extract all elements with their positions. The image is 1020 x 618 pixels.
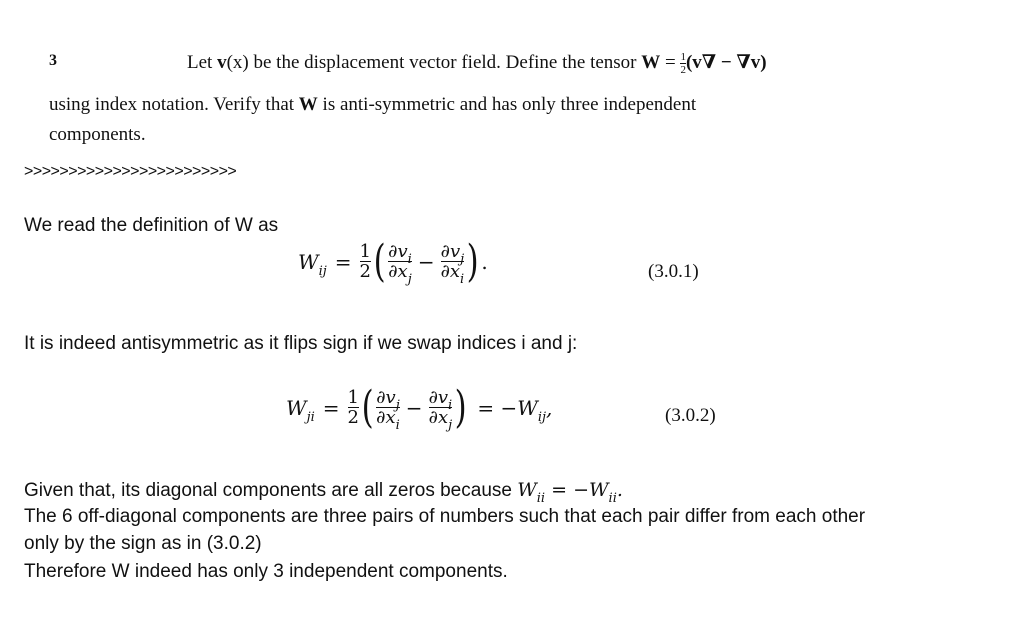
question-line1-mid: be the displacement vector field. Define the tensor xyxy=(248,52,642,73)
equation-3-0-2 xyxy=(286,382,553,433)
question-line-2 xyxy=(49,94,696,116)
eq2-open-paren: ( xyxy=(361,382,374,433)
eq1-fraction-b: $\frac{\partial v_j}{\partial x_i}$ xyxy=(440,241,465,287)
answer-paragraph-1: We read the definition of W as xyxy=(24,215,279,236)
equals: = xyxy=(660,52,681,73)
x-arg: (x) xyxy=(226,52,249,73)
equation-3-0-1: $W_{ij}$ = $\frac{1}{2}$ ( $\frac{\partial v_i}{\partial x_j}$ − $\frac{\partial v_j}{\partial x_i}$ ) . xyxy=(298,236,488,287)
answer-paragraph-6: Therefore W indeed has only 3 independent components. xyxy=(24,561,508,582)
eq1-open-paren: ( xyxy=(373,236,386,287)
question-line-1 xyxy=(187,51,767,76)
answer-paragraph-4: The 6 off-diagonal components are three pairs of numbers such that each pair differ from each other xyxy=(24,506,866,527)
eq2-equals: = xyxy=(322,396,340,420)
eq2-minus: − xyxy=(405,396,423,420)
tensor-w-inline: W xyxy=(298,94,318,115)
question-line-3: components. xyxy=(49,124,146,145)
eq2-lhs: $W_{ji}$ xyxy=(286,396,315,425)
eq2-rhs: = $-W_{ij}$, xyxy=(477,396,553,425)
eq2-close-paren: ) xyxy=(454,382,467,433)
one-half-fraction: $\frac{1}{2}$ xyxy=(680,50,686,76)
question-expression: (v∇ − ∇v) xyxy=(685,52,767,73)
eq1-lhs: $W_{ij}$ xyxy=(298,250,327,279)
question-line2-prefix: using index notation. Verify that xyxy=(49,94,299,115)
eq1-close-paren: ) xyxy=(466,236,479,287)
answer-paragraph-3: Given that, its diagonal components are all zeros because $W_{ii} = -W_{ii}$. xyxy=(24,479,623,506)
equation-label-3-0-2: (3.0.2) xyxy=(665,405,716,426)
equation-label-3-0-1: (3.0.1) xyxy=(648,261,699,282)
inline-math-w: $W_{ii} = -W_{ii}$. xyxy=(517,479,623,506)
section-divider: >>>>>>>>>>>>>>>>>>>>>>>> xyxy=(24,163,237,180)
answer-paragraph-5: only by the sign as in (3.0.2) xyxy=(24,533,262,554)
tensor-w: W xyxy=(641,52,661,73)
question-number: 3 xyxy=(49,52,57,69)
answer-paragraph-2: It is indeed antisymmetric as it flips sign if we swap indices i and j: xyxy=(24,333,578,354)
eq2-half: $\frac{1}{2}$ xyxy=(347,387,359,428)
eq1-equals: = xyxy=(334,250,352,274)
vector-v: v xyxy=(217,52,227,73)
eq2-fraction-a: $\frac{\partial v_j}{\partial x_i}$ xyxy=(376,387,400,433)
eq2-fraction-b: $\frac{\partial v_i}{\partial x_j}$ xyxy=(428,387,453,433)
question-line1-prefix: Let xyxy=(187,52,218,73)
eq1-minus: − xyxy=(417,250,435,274)
eq1-half: $\frac{1}{2}$ xyxy=(359,241,371,282)
eq1-fraction-a: $\frac{\partial v_i}{\partial x_j}$ xyxy=(388,241,412,287)
question-line2-suffix: is anti-symmetric and has only three independent xyxy=(317,94,697,115)
